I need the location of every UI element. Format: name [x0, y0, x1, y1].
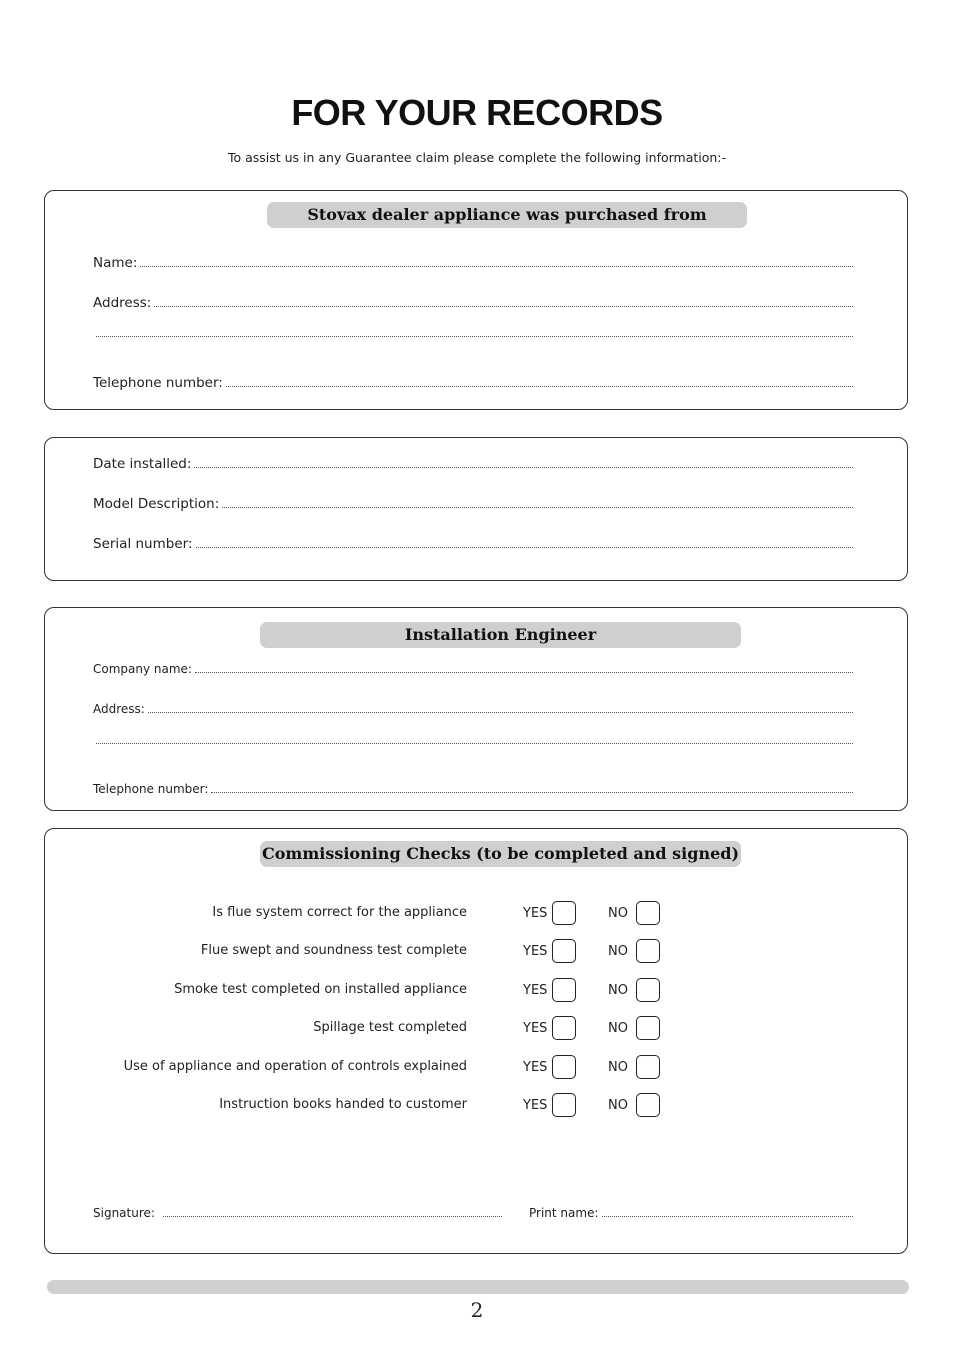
dotted-line [163, 1215, 502, 1217]
dotted-line [211, 791, 853, 793]
dotted-line [96, 335, 853, 337]
check-row [45, 1055, 909, 1081]
no-checkbox[interactable] [636, 1055, 660, 1079]
check-question: Smoke test completed on installed appliance [174, 982, 467, 997]
field-label: Company name: [93, 662, 192, 676]
no-checkbox[interactable] [636, 978, 660, 1002]
no-label: NO [608, 983, 628, 998]
field-label: Address: [93, 295, 152, 311]
no-checkbox[interactable] [636, 1016, 660, 1040]
field-label: Print name: [529, 1206, 599, 1220]
yes-checkbox[interactable] [552, 1055, 576, 1079]
yes-label: YES [523, 1021, 548, 1036]
check-row [45, 978, 909, 1004]
yes-checkbox[interactable] [552, 1016, 576, 1040]
yes-checkbox[interactable] [552, 939, 576, 963]
engineer-telephone-field[interactable] [93, 782, 853, 796]
page-title: FOR YOUR RECORDS [291, 92, 663, 133]
company-name-field[interactable] [93, 662, 853, 676]
check-row [45, 1093, 909, 1119]
dotted-line [196, 546, 854, 548]
dealer-section [44, 190, 908, 410]
dotted-line [140, 265, 853, 267]
no-checkbox[interactable] [636, 939, 660, 963]
field-label: Model Description: [93, 496, 220, 512]
dotted-line [222, 506, 853, 508]
no-label: NO [608, 906, 628, 921]
no-label: NO [608, 1098, 628, 1113]
engineer-address-line-2[interactable] [93, 742, 853, 746]
commissioning-heading: Commissioning Checks (to be completed and signed) [260, 841, 741, 867]
field-label: Date installed: [93, 456, 192, 472]
check-row [45, 939, 909, 965]
check-question: Flue swept and soundness test complete [200, 943, 467, 958]
dealer-address-field[interactable] [93, 295, 853, 311]
page-number: 2 [470, 1298, 484, 1322]
yes-checkbox[interactable] [552, 1093, 576, 1117]
serial-number-field[interactable] [93, 536, 853, 552]
dotted-line [226, 385, 853, 387]
date-installed-field[interactable] [93, 456, 853, 472]
dotted-line [154, 305, 853, 307]
no-checkbox[interactable] [636, 901, 660, 925]
check-question: Use of appliance and operation of controls explained [123, 1059, 467, 1074]
yes-label: YES [523, 983, 548, 998]
dealer-name-field[interactable] [93, 255, 853, 271]
engineer-section [44, 607, 908, 811]
field-label: Name: [93, 255, 138, 271]
field-label: Telephone number: [93, 782, 209, 796]
dotted-line [148, 711, 853, 713]
field-label: Signature: [93, 1206, 155, 1220]
yes-label: YES [523, 906, 548, 921]
commissioning-section [44, 828, 908, 1254]
check-row [45, 1016, 909, 1042]
check-question: Instruction books handed to customer [219, 1097, 467, 1112]
no-label: NO [608, 1060, 628, 1075]
model-description-field[interactable] [93, 496, 853, 512]
print-name-field[interactable] [529, 1206, 853, 1220]
dealer-telephone-field[interactable] [93, 375, 853, 391]
yes-checkbox[interactable] [552, 978, 576, 1002]
no-label: NO [608, 944, 628, 959]
dotted-line [602, 1215, 854, 1217]
page-subtitle: To assist us in any Guarantee claim please complete the following information:- [227, 150, 727, 165]
check-question: Is flue system correct for the appliance [212, 905, 467, 920]
yes-label: YES [523, 1098, 548, 1113]
field-label: Address: [93, 702, 145, 716]
footer-bar [47, 1280, 909, 1294]
check-question: Spillage test completed [313, 1020, 467, 1035]
dealer-address-line-2[interactable] [93, 335, 853, 339]
dotted-line [194, 466, 853, 468]
no-checkbox[interactable] [636, 1093, 660, 1117]
dotted-line [96, 742, 853, 744]
yes-label: YES [523, 1060, 548, 1075]
check-row [45, 901, 909, 927]
appliance-section [44, 437, 908, 581]
no-label: NO [608, 1021, 628, 1036]
engineer-heading: Installation Engineer [260, 622, 741, 648]
signature-field[interactable] [93, 1206, 502, 1220]
yes-checkbox[interactable] [552, 901, 576, 925]
field-label: Serial number: [93, 536, 193, 552]
field-label: Telephone number: [93, 375, 223, 391]
yes-label: YES [523, 944, 548, 959]
dealer-heading: Stovax dealer appliance was purchased from [267, 202, 747, 228]
dotted-line [195, 671, 853, 673]
engineer-address-field[interactable] [93, 702, 853, 716]
